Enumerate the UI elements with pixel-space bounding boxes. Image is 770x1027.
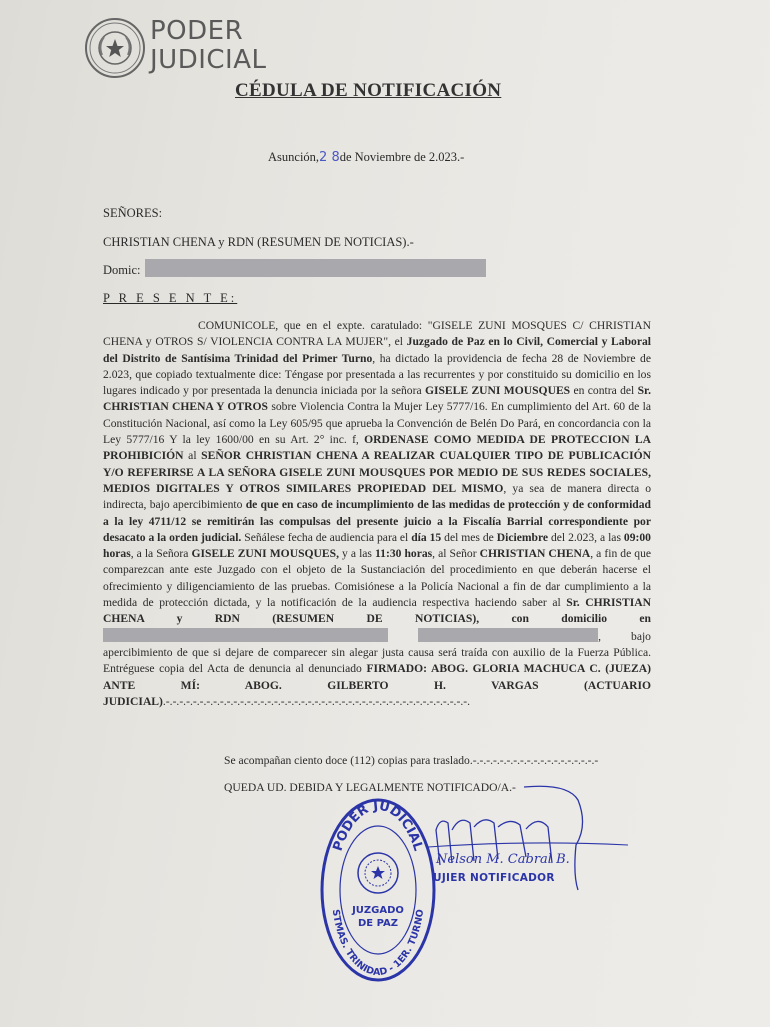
body-text-7: Señálese fecha de audiencia para el <box>241 530 412 544</box>
notified-parties: Sr. CHRISTIAN CHENA y RDN (RESUMEN DE NOTICIAS), con domicilio en <box>103 596 651 626</box>
hearing-party-2: CHRISTIAN CHENA <box>479 547 591 561</box>
date-suffix: de Noviembre de 2.023.- <box>339 150 465 164</box>
protection-order: ORDENASE COMO MEDIDA DE PROTECCION LA PROHIBICIÓN <box>103 433 651 463</box>
body-text-1: COMUNICOLE, que en el expte. caratulado: "GISELE ZUNI MOSQUES C/ CHRISTIAN CHENA y OTROS S/ VIOLENCIA CONTRA LA MUJER", el <box>103 319 651 349</box>
body-text-12: , al Señor <box>432 547 480 561</box>
hearing-time-1: 09:00 horas <box>103 530 651 561</box>
body-text-3: en contra del <box>570 384 638 398</box>
stamp-bottom-text: STMAS. TRINIDAD - 1ER. TURNO <box>329 908 427 979</box>
hearing-day: día 15 <box>411 530 442 544</box>
court-stamp <box>318 795 438 985</box>
presente-heading: P R E S E N T E: <box>103 291 238 305</box>
hearing-month: Diciembre <box>496 530 549 544</box>
body-text-8: del mes de <box>441 530 497 544</box>
handwritten-signature <box>428 785 628 915</box>
body-text-5: al <box>183 449 202 463</box>
notification-body <box>103 318 651 710</box>
handwritten-day: 2 8 <box>319 150 340 165</box>
prohibition-detail: SEÑOR CHRISTIAN CHENA A REALIZAR CUALQUIER TIPO DE PUBLICACIÓN Y/O REFERIRSE A LA SEÑORA GISELE ZUNI MOUSQUES POR MEDIO DE SUS REDES SOCIALES, MEDIOS DIGITALES Y OTROS SIMILARES PROPIEDAD DEL MISMO <box>103 449 651 495</box>
respondent-name: Sr. CHRISTIAN CHENA Y OTROS <box>103 384 652 414</box>
hearing-time-2: 11:30 horas <box>375 547 433 561</box>
body-text-2: , ha dictado la providencia de fecha 28 de Noviembre de 2.023, que copiado textualmente dice: Téngase por presentada a las recurrentes y por constituido su domicilio en los lugares indicado y por presentada la denuncia iniciada por la señora <box>103 351 652 398</box>
paraguay-seal-logo <box>84 17 146 79</box>
notified-line: QUEDA UD. DEBIDA Y LEGALMENTE NOTIFICADO/A.- <box>224 781 516 794</box>
signatories: FIRMADO: ABOG. GLORIA MACHUCA C. (JUEZA) ANTE MÍ: ABOG. GILBERTO H. VARGAS (ACTUARIO JUDICIAL) <box>103 662 651 708</box>
addressee-names: CHRISTIAN CHENA y RDN (RESUMEN DE NOTICIAS).- <box>103 235 414 249</box>
stamp-center-line-1: JUZGADO <box>352 905 404 916</box>
body-text-13: , a fin de que comparezcan ante este Juzgado con el objeto de la Sustanciación del procedimiento en que deberán hacerse el ofrecimiento y diligenciamiento de las pruebas. Comisiónese a la Policía Nacional a fin de dar cumplimiento a la medida de protección dictada, y la notificación de la audiencia respectiva haciendo saber al <box>103 547 652 610</box>
signer-role: UJIER NOTIFICADOR <box>433 872 555 884</box>
stamp-top-text: PODER JUDICIAL <box>330 798 426 853</box>
brand-wordmark <box>150 18 266 73</box>
warning-clause: de que en caso de incumplimiento de las medidas de protección y de conformidad a la ley 4711/12 se remitirán las compulsas del presente juicio a la Fiscalía Barrial correspondiente por desacato a la orden judicial. <box>103 498 651 544</box>
redacted-address-2 <box>418 628 598 642</box>
body-text-4: sobre Violencia Contra la Mujer Ley 5777/16. En cumplimiento del Art. 60 de la Constitución Nacional, así como la Ley 605/95 que aprueba la Convención de Belén Do Pará, en concordancia con la Ley 5777/16 Y la ley 1600/00 en su Art. 2° inc. f, <box>103 400 651 447</box>
hearing-party-1: GISELE ZUNI MOUSQUES, <box>191 547 339 561</box>
date-line <box>268 150 464 165</box>
complainant-name: GISELE ZUNI MOUSQUES <box>424 384 571 398</box>
body-text-6: , ya sea de manera directa o indirecta, bajo apercibimiento <box>103 481 651 512</box>
body-text-10: , a la Señora <box>130 547 192 561</box>
domicile-label: Domic: <box>103 263 141 277</box>
redacted-domicile <box>145 259 486 277</box>
salutation: SEÑORES: <box>103 206 163 220</box>
body-text-14: , bajo apercibimiento de que si dejare de comparecer sin alegar justa causa será traída con auxilio de la Fuerza Pública. Entréguese copia del Acta de denuncia al denunciado <box>103 629 651 676</box>
document-title: CÉDULA DE NOTIFICACIÓN <box>235 80 502 101</box>
filler-dots: .-.-.-.-.-.-.-.-.-.-.-.-.-.-.-.-.-.-.-.-.-.-.-.-.-.-.-.-.-.-.-.-.-.-.-.-.-.-.-.-.-.-.-.-.-. <box>162 694 470 708</box>
body-text-9: del 2.023, a las <box>548 530 624 544</box>
redacted-address-1 <box>103 628 388 642</box>
body-text-11: y a las <box>339 547 375 561</box>
brand-line-1: PODER <box>150 16 244 46</box>
brand-line-2: JUDICIAL <box>150 45 267 75</box>
copies-line: Se acompañan ciento doce (112) copias para traslado.-.-.-.-.-.-.-.-.-.-.-.-.-.-.-.-.-.-.- <box>224 754 599 767</box>
date-prefix: Asunción, <box>268 150 320 164</box>
signer-name: Nelson M. Cabral B. <box>436 852 570 867</box>
stamp-center-line-2: DE PAZ <box>357 918 399 929</box>
court-name: Juzgado de Paz en lo Civil, Comercial y Laboral del Distrito de Santísima Trinidad del Primer Turno <box>103 335 651 365</box>
